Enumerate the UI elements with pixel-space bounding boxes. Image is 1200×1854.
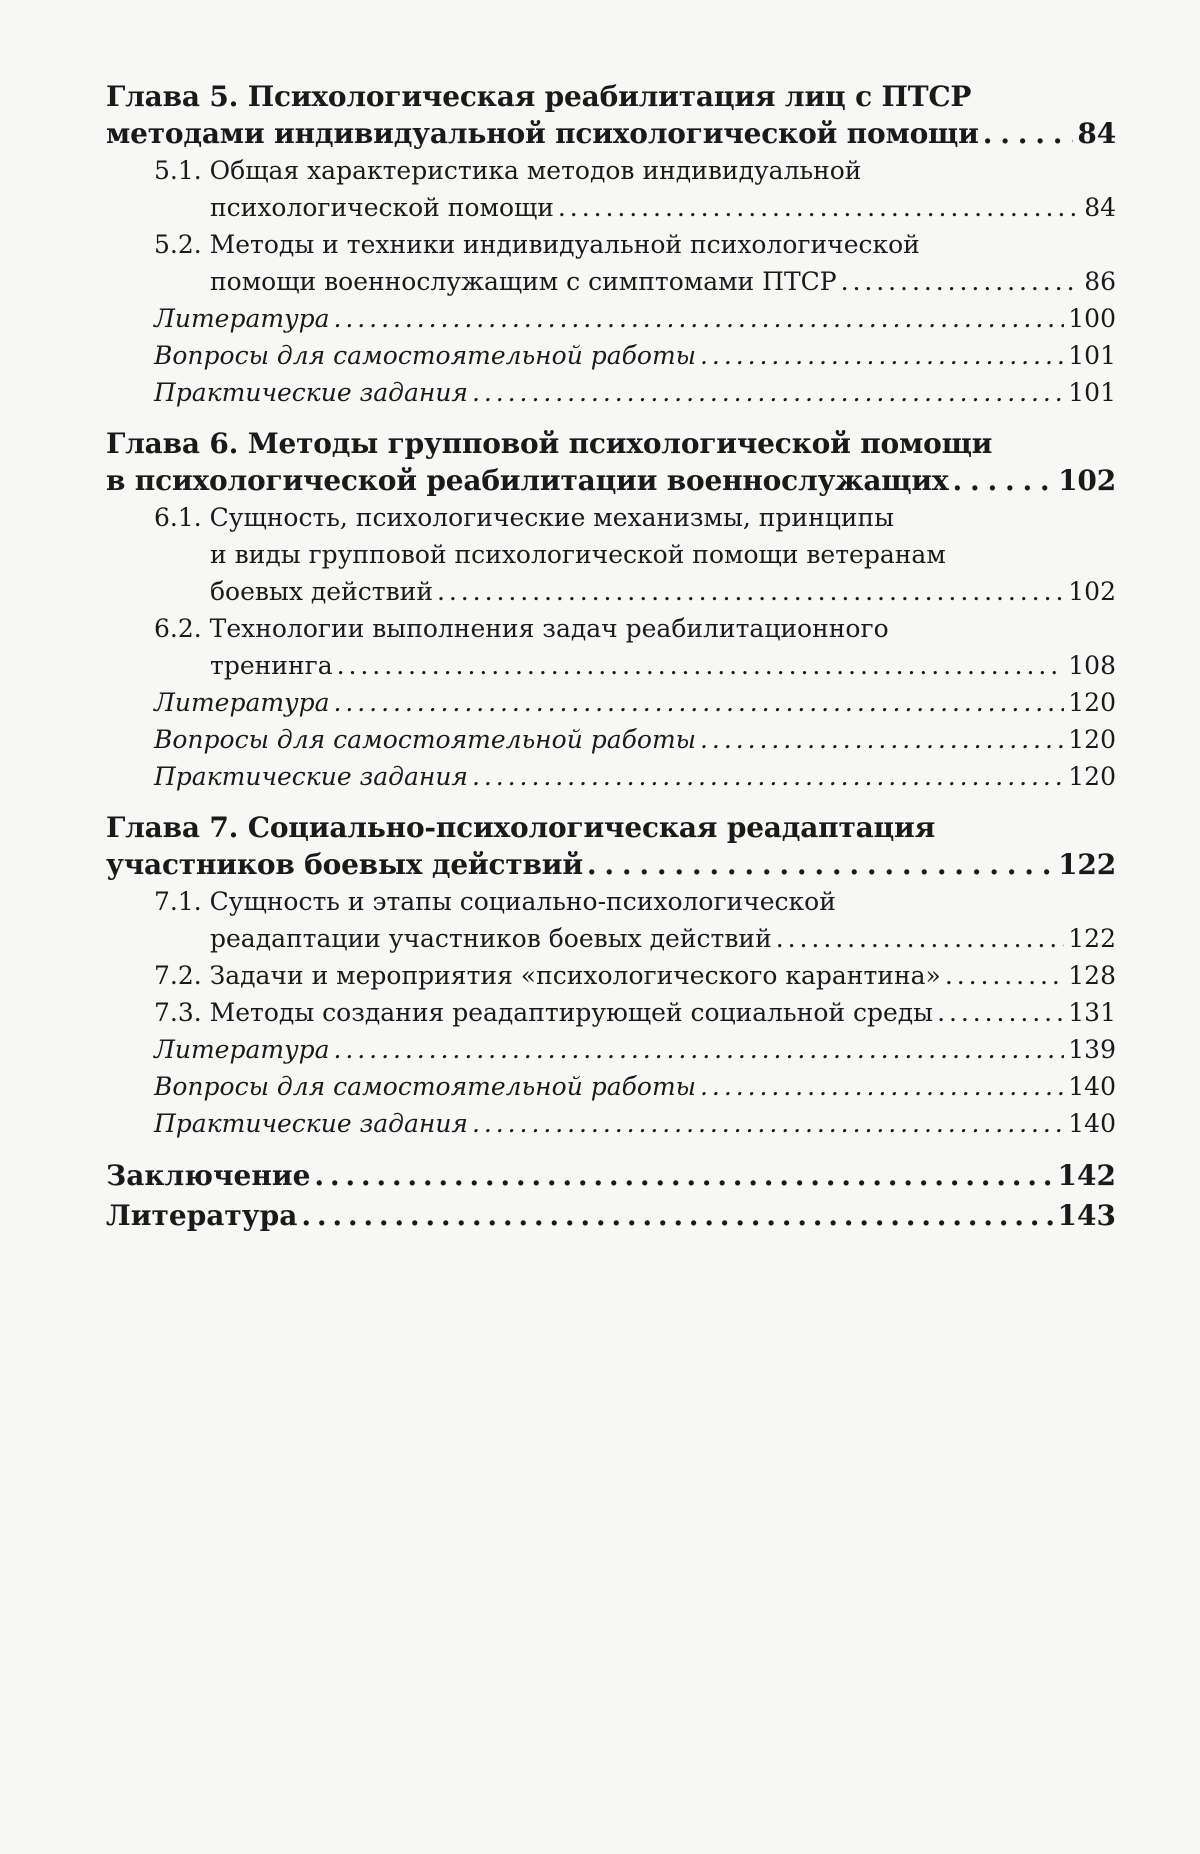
section-line: 5.1. Общая характеристика методов индивидуальной xyxy=(154,156,862,185)
practical-tasks-entry xyxy=(154,758,1116,795)
chapter-title-line: Глава 7. Социально-психологическая реадаптация xyxy=(106,811,936,844)
page-number: 101 xyxy=(1068,341,1116,370)
chapter-title-line: Глава 5. Психологическая реабилитация лиц с ПТСР xyxy=(106,80,972,113)
section-line: 6.2. Технологии выполнения задач реабилитационного xyxy=(154,614,889,643)
questions-entry xyxy=(154,721,1116,758)
page-number: 102 xyxy=(1058,464,1116,497)
conclusion-entry xyxy=(106,1156,1116,1196)
section-line: боевых действий xyxy=(210,577,433,606)
section-line: 5.2. Методы и техники индивидуальной психологической xyxy=(154,230,920,259)
page-number: 101 xyxy=(1068,378,1116,407)
literature-entry xyxy=(154,684,1116,721)
dot-leader xyxy=(314,1156,1053,1196)
chapter-title-row xyxy=(106,846,1116,883)
entry-label: Практические задания xyxy=(154,1109,468,1138)
entry-label: Вопросы для самостоятельной работы xyxy=(154,1072,697,1101)
entry-label: Вопросы для самостоятельной работы xyxy=(154,341,697,370)
section-row xyxy=(154,263,1116,300)
questions-entry xyxy=(154,337,1116,374)
chapter-title-line: в психологической реабилитации военнослужащих xyxy=(106,464,949,497)
section-row xyxy=(154,920,1116,957)
dot-leader xyxy=(587,846,1054,883)
section-row xyxy=(154,189,1116,226)
practical-tasks-entry xyxy=(154,374,1116,411)
page-number: 86 xyxy=(1084,267,1116,296)
section-row xyxy=(154,573,1116,610)
entry-label: Вопросы для самостоятельной работы xyxy=(154,725,697,754)
dot-leader xyxy=(841,263,1081,300)
section-5-1 xyxy=(154,152,1116,226)
page-number: 142 xyxy=(1057,1159,1116,1192)
dot-leader xyxy=(558,189,1080,226)
page-number: 120 xyxy=(1068,762,1116,791)
section-line: помощи военнослужащим с симптомами ПТСР xyxy=(210,267,837,296)
table-of-contents xyxy=(106,78,1116,1236)
page-number: 122 xyxy=(1058,848,1116,881)
literature-entry xyxy=(154,300,1116,337)
page-number: 100 xyxy=(1068,304,1116,333)
dot-leader xyxy=(472,374,1064,411)
dot-leader xyxy=(983,115,1074,152)
dot-leader xyxy=(952,462,1054,499)
chapter-7-title xyxy=(106,809,1116,883)
chapter-title-line: Глава 6. Методы групповой психологической помощи xyxy=(106,427,993,460)
chapter-6 xyxy=(106,425,1116,795)
page-number: 84 xyxy=(1077,117,1116,150)
dot-leader xyxy=(776,920,1065,957)
dot-leader xyxy=(337,647,1065,684)
chapter-6-title xyxy=(106,425,1116,499)
page-number: 128 xyxy=(1068,961,1116,990)
entry-label: Литература xyxy=(154,1035,330,1064)
dot-leader xyxy=(472,1105,1064,1142)
page-number: 120 xyxy=(1068,688,1116,717)
section-line: реадаптации участников боевых действий xyxy=(210,924,772,953)
section-line: 6.1. Сущность, психологические механизмы, принципы xyxy=(154,503,895,532)
chapter-title-row xyxy=(106,115,1116,152)
section-row xyxy=(154,647,1116,684)
section-line: психологической помощи xyxy=(210,193,554,222)
page-number: 84 xyxy=(1084,193,1116,222)
bibliography-entry xyxy=(106,1196,1116,1236)
dot-leader xyxy=(334,684,1065,721)
page-number: 143 xyxy=(1057,1199,1116,1232)
dot-leader xyxy=(937,994,1064,1031)
dot-leader xyxy=(700,337,1064,374)
page-number: 120 xyxy=(1068,725,1116,754)
dot-leader xyxy=(700,1068,1064,1105)
page-number: 139 xyxy=(1068,1035,1116,1064)
entry-label: Литература xyxy=(106,1199,298,1232)
entry-label: Литература xyxy=(154,304,330,333)
section-line: 7.3. Методы создания реадаптирующей социальной среды xyxy=(154,998,934,1027)
section-line: 7.2. Задачи и мероприятия «психологического карантина» xyxy=(154,961,941,990)
section-6-2 xyxy=(154,610,1116,684)
dot-leader xyxy=(437,573,1064,610)
questions-entry xyxy=(154,1068,1116,1105)
entry-label: Литература xyxy=(154,688,330,717)
entry-label: Практические задания xyxy=(154,762,468,791)
page-number: 108 xyxy=(1068,651,1116,680)
page-number: 131 xyxy=(1068,998,1116,1027)
page-number: 140 xyxy=(1068,1072,1116,1101)
practical-tasks-entry xyxy=(154,1105,1116,1142)
dot-leader xyxy=(301,1196,1053,1236)
section-line: и виды групповой психологической помощи ветеранам xyxy=(210,540,946,569)
page-number: 102 xyxy=(1068,577,1116,606)
chapter-5-title xyxy=(106,78,1116,152)
section-7-1 xyxy=(154,883,1116,957)
section-6-1 xyxy=(154,499,1116,610)
dot-leader xyxy=(700,721,1064,758)
literature-entry xyxy=(154,1031,1116,1068)
section-7-3 xyxy=(154,994,1116,1031)
chapter-title-line: участников боевых действий xyxy=(106,848,583,881)
chapter-title-row xyxy=(106,462,1116,499)
chapter-7 xyxy=(106,809,1116,1142)
entry-label: Заключение xyxy=(106,1159,311,1192)
dot-leader xyxy=(945,957,1064,994)
page-number: 140 xyxy=(1068,1109,1116,1138)
dot-leader xyxy=(472,758,1064,795)
chapter-5 xyxy=(106,78,1116,411)
dot-leader xyxy=(334,1031,1065,1068)
section-5-2 xyxy=(154,226,1116,300)
section-line: тренинга xyxy=(210,651,333,680)
section-7-2 xyxy=(154,957,1116,994)
chapter-title-line: методами индивидуальной психологической помощи xyxy=(106,117,979,150)
dot-leader xyxy=(334,300,1065,337)
entry-label: Практические задания xyxy=(154,378,468,407)
page-number: 122 xyxy=(1068,924,1116,953)
section-line: 7.1. Сущность и этапы социально-психологической xyxy=(154,887,836,916)
